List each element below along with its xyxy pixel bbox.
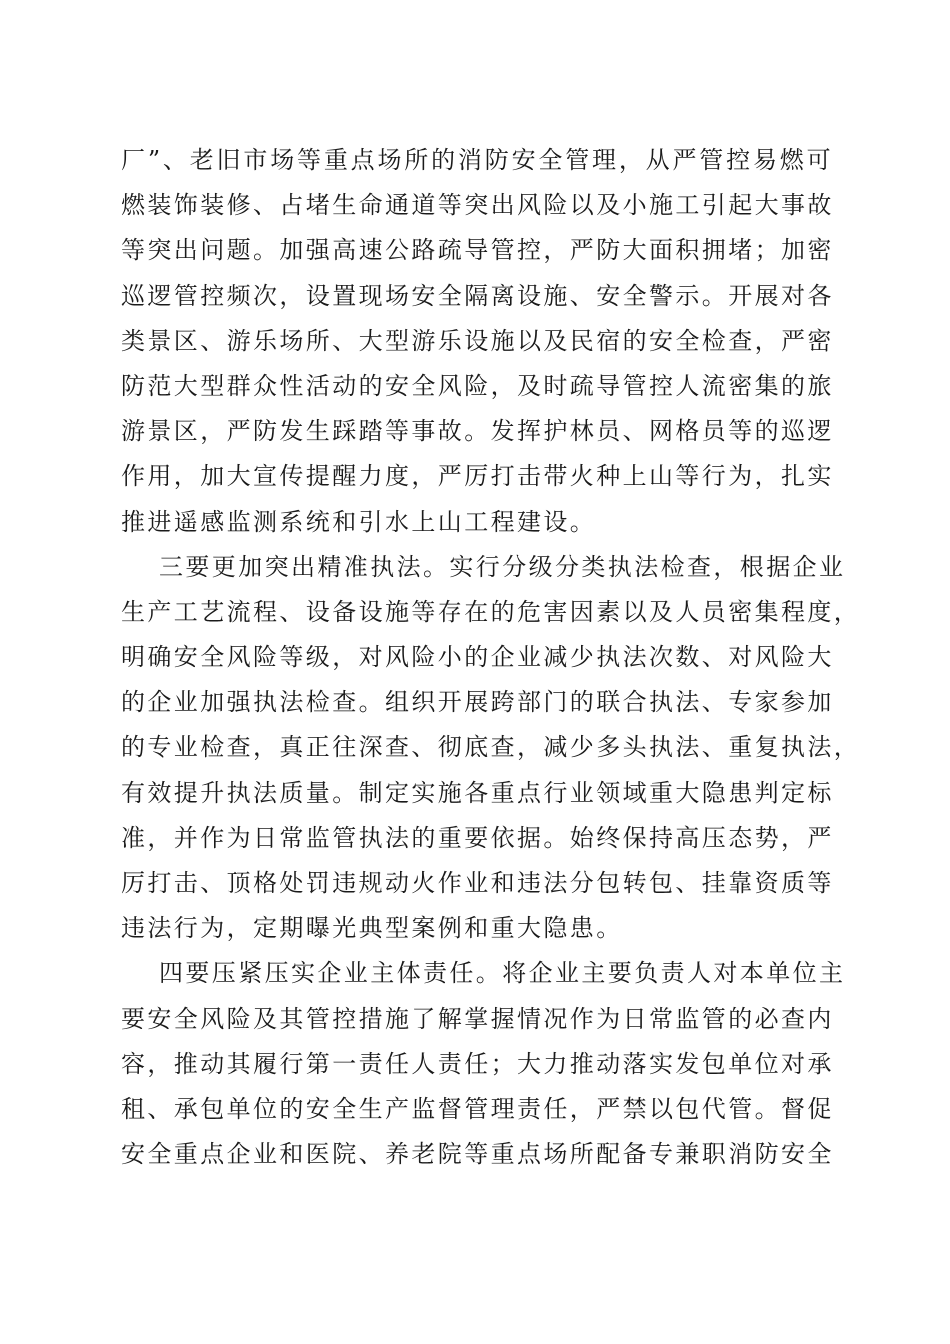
text-line: 等突出问题。加强高速公路疏导管控，严防大面积拥堵；加密 [121, 236, 834, 265]
text-line: 有效提升执法质量。制定实施各重点行业领域重大隐患判定标 [121, 778, 834, 807]
text-line: 厂”、老旧市场等重点场所的消防安全管理，从严管控易燃可 [121, 146, 833, 174]
text-line: 要安全风险及其管控措施了解掌握情况作为日常监管的必查内 [121, 1004, 834, 1033]
paragraph-heading-line: 三要更加突出精准执法。实行分级分类执法检查，根据企业 [159, 552, 846, 581]
text-line: 游景区，严防发生踩踏等事故。发挥护林员、网格员等的巡逻 [121, 417, 834, 446]
text-line: 燃装饰装修、占堵生命通道等突出风险以及小施工引起大事故 [121, 191, 834, 220]
text-line: 明确安全风险等级，对风险小的企业减少执法次数、对风险大 [121, 643, 834, 672]
text-line: 租、承包单位的安全生产监督管理责任，严禁以包代管。督促 [121, 1094, 834, 1123]
text-line: 厉打击、顶格处罚违规动火作业和违法分包转包、挂靠资质等 [121, 869, 834, 897]
text-line: 容，推动其履行第一责任人责任；大力推动落实发包单位对承 [121, 1049, 834, 1078]
text-line: 的专业检查，真正往深查、彻底查，减少多头执法、重复执法， [121, 733, 861, 762]
text-line: 防范大型群众性活动的安全风险，及时疏导管控人流密集的旅 [121, 371, 834, 400]
text-line: 的企业加强执法检查。组织开展跨部门的联合执法、专家参加 [121, 688, 834, 717]
text-line: 类景区、游乐场所、大型游乐设施以及民宿的安全检查，严密 [121, 326, 834, 355]
text-line: 巡逻管控频次，设置现场安全隔离设施、安全警示。开展对各 [121, 281, 834, 310]
text-line: 生产工艺流程、设备设施等存在的危害因素以及人员密集程度， [121, 597, 861, 626]
text-line: 推进遥感监测系统和引水上山工程建设。 [121, 507, 597, 536]
text-line: 安全重点企业和医院、养老院等重点场所配备专兼职消防安全 [121, 1140, 834, 1169]
paragraph-heading-line: 四要压紧压实企业主体责任。将企业主要负责人对本单位主 [159, 959, 846, 988]
text-line: 准，并作为日常监管执法的重要依据。始终保持高压态势，严 [121, 823, 834, 852]
text-line: 违法行为，定期曝光典型案例和重大隐患。 [121, 914, 623, 943]
text-line: 作用，加大宣传提醒力度，严厉打击带火种上山等行为，扎实 [121, 462, 834, 491]
document-body [121, 138, 861, 1177]
